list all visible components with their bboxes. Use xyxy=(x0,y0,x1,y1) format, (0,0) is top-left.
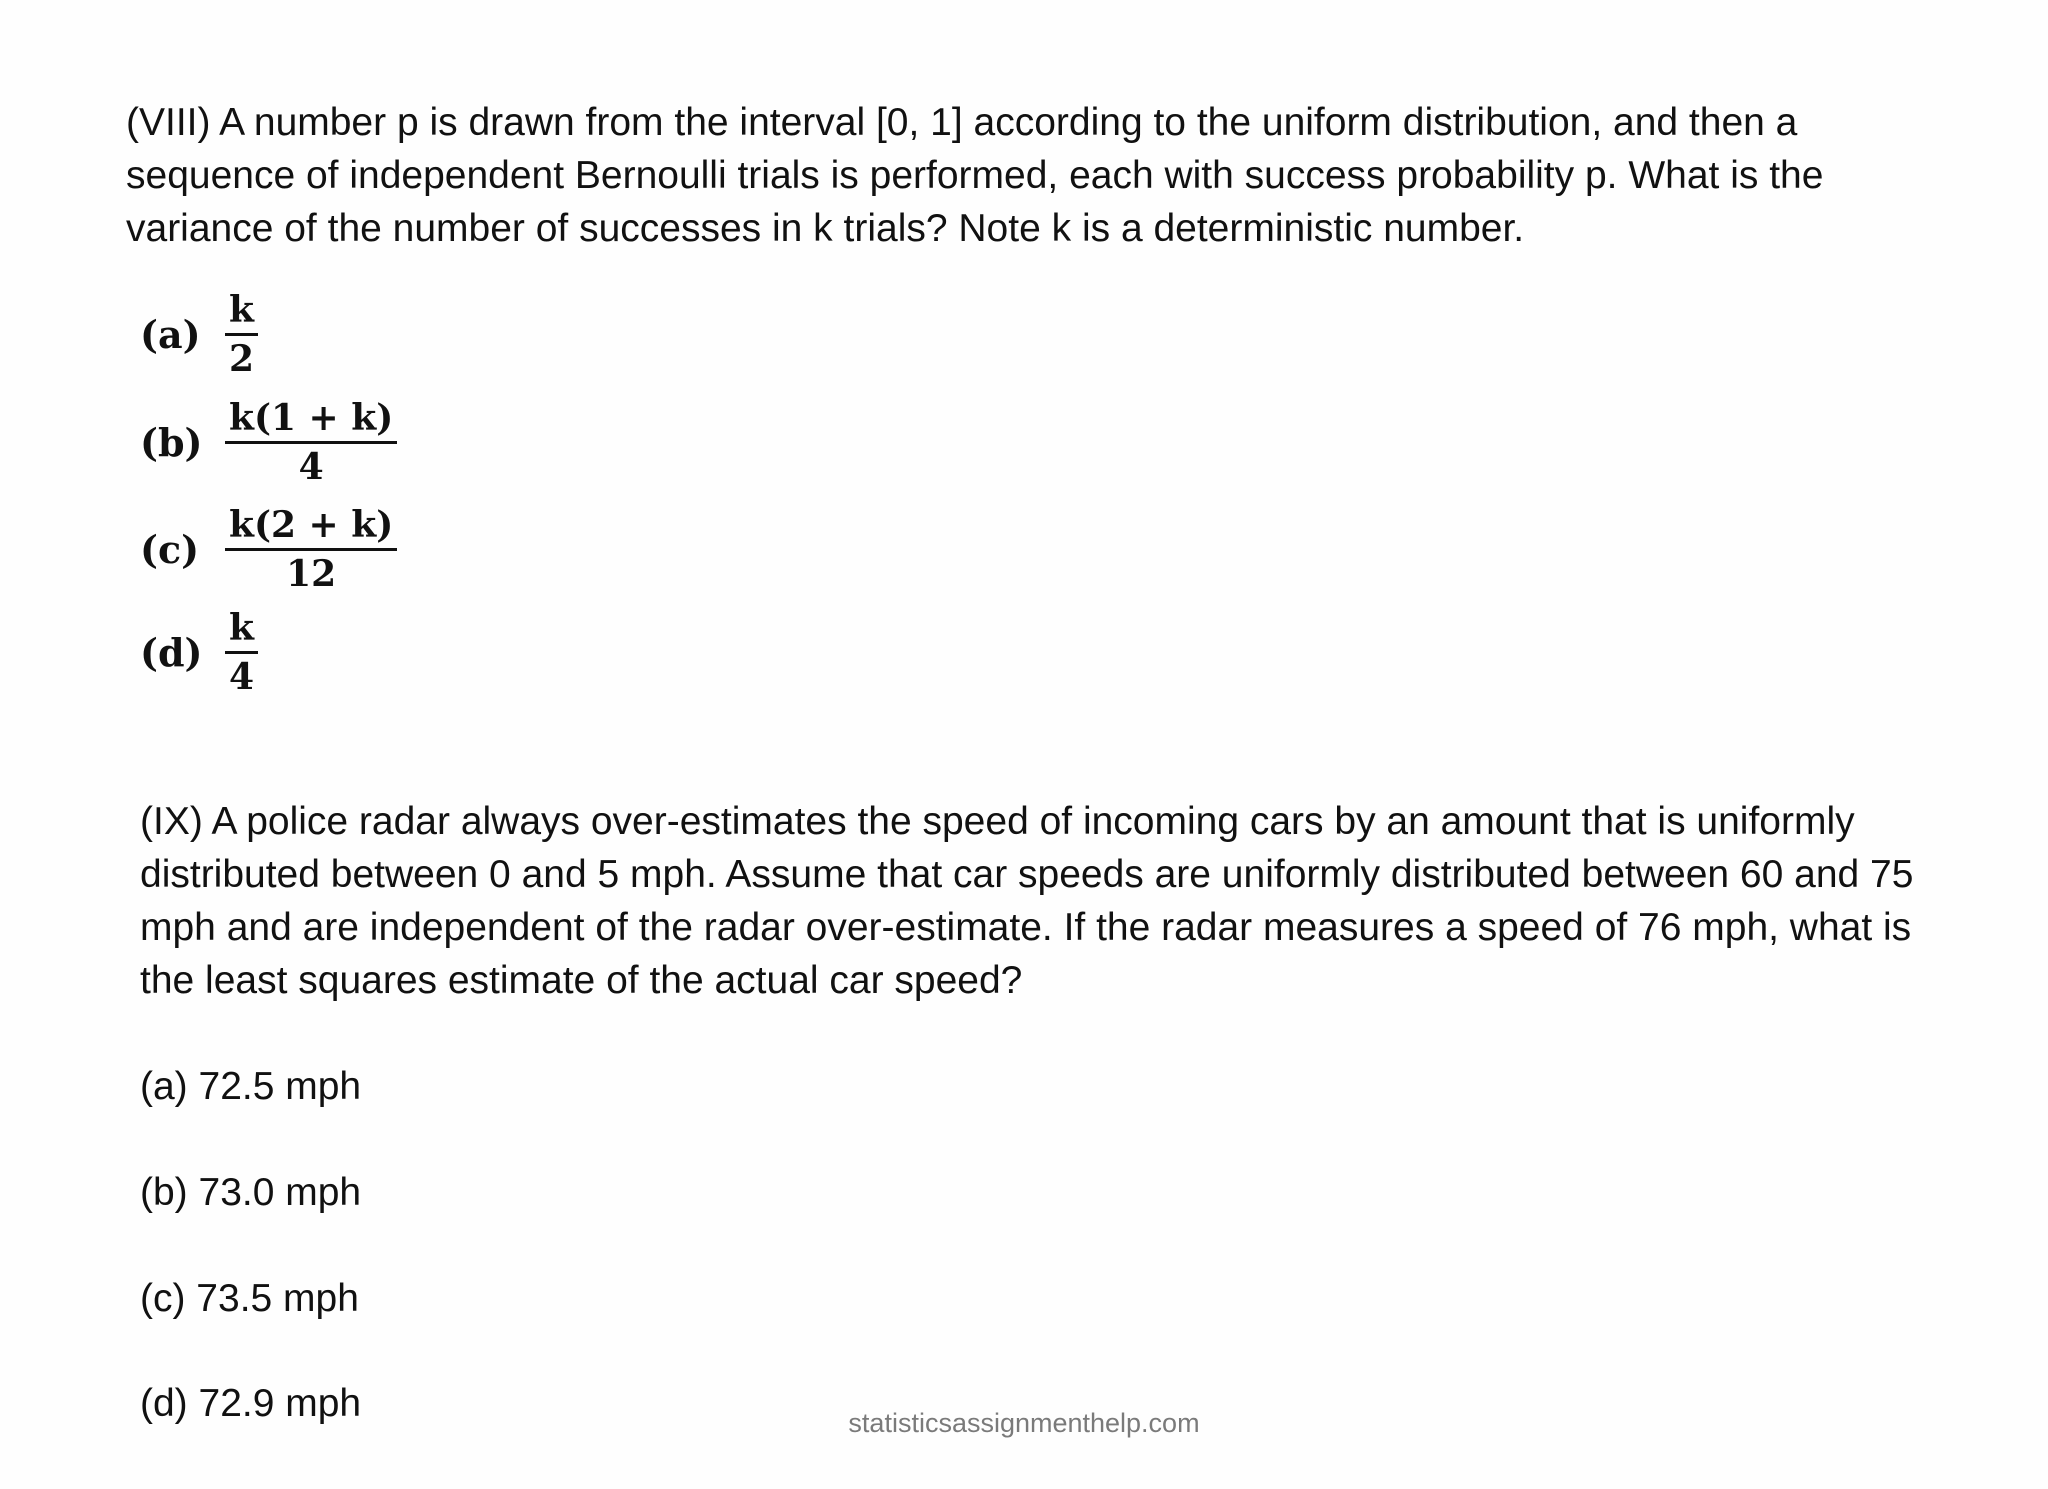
question-9-option-c: (c) 73.5 mph xyxy=(140,1277,359,1320)
question-8-option-d xyxy=(140,608,258,697)
question-8-option-a xyxy=(140,290,258,379)
fraction xyxy=(225,608,258,697)
option-label: (d) xyxy=(140,630,203,675)
fraction-numerator: k(2 + k) xyxy=(225,505,397,551)
fraction-numerator: k xyxy=(225,608,258,654)
question-8-option-c xyxy=(140,505,397,594)
fraction xyxy=(225,398,397,487)
question-8-option-b xyxy=(140,398,397,487)
option-label: (a) xyxy=(140,312,201,357)
fraction xyxy=(225,290,258,379)
question-9-option-a: (a) 72.5 mph xyxy=(140,1065,362,1108)
option-label: (b) xyxy=(140,420,203,465)
fraction-numerator: k xyxy=(225,290,258,336)
fraction-denominator: 2 xyxy=(228,338,254,380)
footer-watermark: statisticsassignmenthelp.com xyxy=(848,1408,1200,1438)
option-label: (c) xyxy=(140,527,200,572)
question-8-text: (VIII) A number p is drawn from the interval [0, 1] according to the uniform distribution, and then a sequence of independent Bernoulli trials is performed, each with success probability p. What is the variance of the number of successes in k trials? Note k is a deterministic number. xyxy=(126,101,1824,250)
fraction xyxy=(225,505,397,594)
question-9-text: (IX) A police radar always over-estimates the speed of incoming cars by an amount that is uniformly distributed between 0 and 5 mph. Assume that car speeds are uniformly distributed between 60 and 75 mph and are independent of the radar over-estimate. If the radar measures a speed of 76 mph, what is the least squares estimate of the actual car speed? xyxy=(140,800,1914,1002)
fraction-denominator: 12 xyxy=(286,553,337,595)
question-9-option-d: (d) 72.9 mph xyxy=(140,1382,362,1425)
fraction-denominator: 4 xyxy=(228,656,254,698)
question-9-option-b: (b) 73.0 mph xyxy=(140,1171,362,1214)
fraction-numerator: k(1 + k) xyxy=(225,398,397,444)
fraction-denominator: 4 xyxy=(298,446,324,488)
